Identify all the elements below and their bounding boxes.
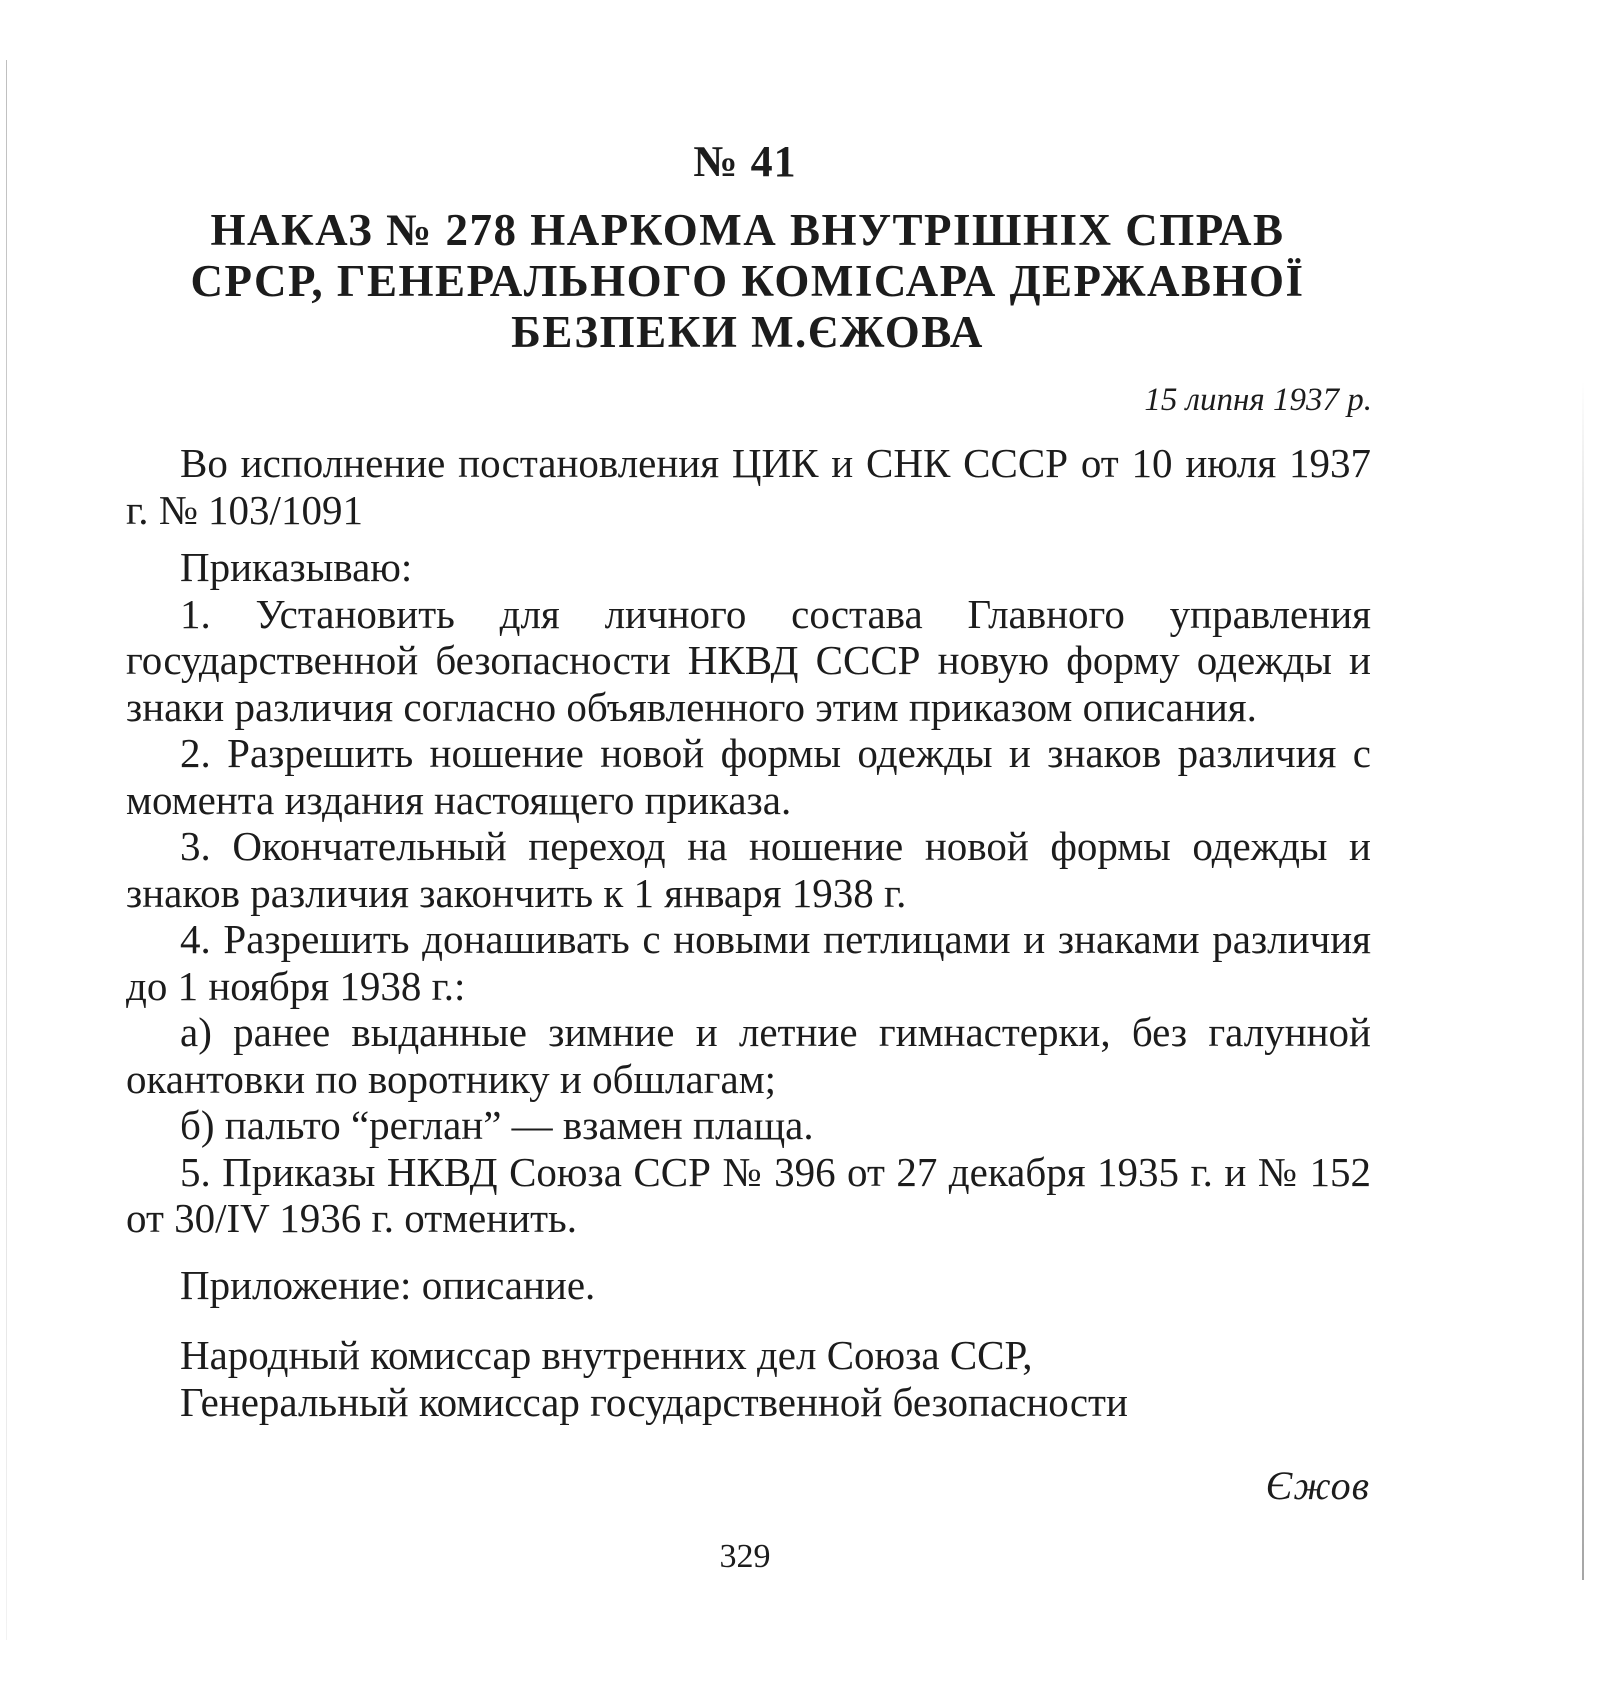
title-line: СРСР, ГЕНЕРАЛЬНОГО КОМІСАРА ДЕРЖАВНОЇ [190,256,1305,306]
scan-shadow-left [6,60,7,1640]
paragraph-item-4: 4. Разрешить донашивать с новыми петлицами и знаками различия до 1 ноября 1938 г.: [126,916,1371,1009]
paragraph-appendix: Приложение: описание. [180,1261,596,1308]
paragraph-item-3: 3. Окончательный переход на ношение новой формы одежды и знаков различия закончить к 1 января 1938 г. [126,823,1371,916]
document-title [140,205,1355,358]
document-number: № 41 [693,137,797,186]
title-line: НАКАЗ № 278 НАРКОМА ВНУТРІШНІХ СПРАВ [210,205,1285,255]
paragraph-item-2: 2. Разрешить ношение новой формы одежды и знаков различия с момента издания настоящего приказа. [126,730,1371,823]
paragraph-item-1: 1. Установить для личного состава Главного управления государственной безопасности НКВД СССР новую форму одежды и знаки различия согласно объявленного этим приказом описания. [126,590,1371,730]
paragraph-item-4a: а) ранее выданные зимние и летние гимнастерки, без галунной окантовки по воротнику и обшлагам; [126,1009,1371,1102]
signatory-line-1: Народный комиссар внутренних дел Союза ССР, [180,1332,1033,1378]
paragraph-order: Приказываю: [180,544,413,590]
paragraph-preamble: Во исполнение постановления ЦИК и СНК СССР от 10 июля 1937 г. № 103/1091 [126,440,1371,533]
page-number: 329 [719,1538,771,1575]
paragraph-item-4b: б) пальто “реглан” — взамен плаща. [180,1102,814,1148]
paragraph-item-5: 5. Приказы НКВД Союза ССР № 396 от 27 декабря 1935 г. и № 152 от 30/IV 1936 г. отменить. [126,1148,1371,1241]
document-body [126,440,1371,1425]
scan-shadow-right [1582,380,1584,1580]
signatory-line-2: Генеральный комиссар государственной безопасности [180,1378,1128,1425]
signature: Єжов [1265,1463,1370,1508]
title-line: БЕЗПЕКИ М.ЄЖОВА [511,307,984,357]
document-date: 15 липня 1937 р. [1144,382,1372,418]
